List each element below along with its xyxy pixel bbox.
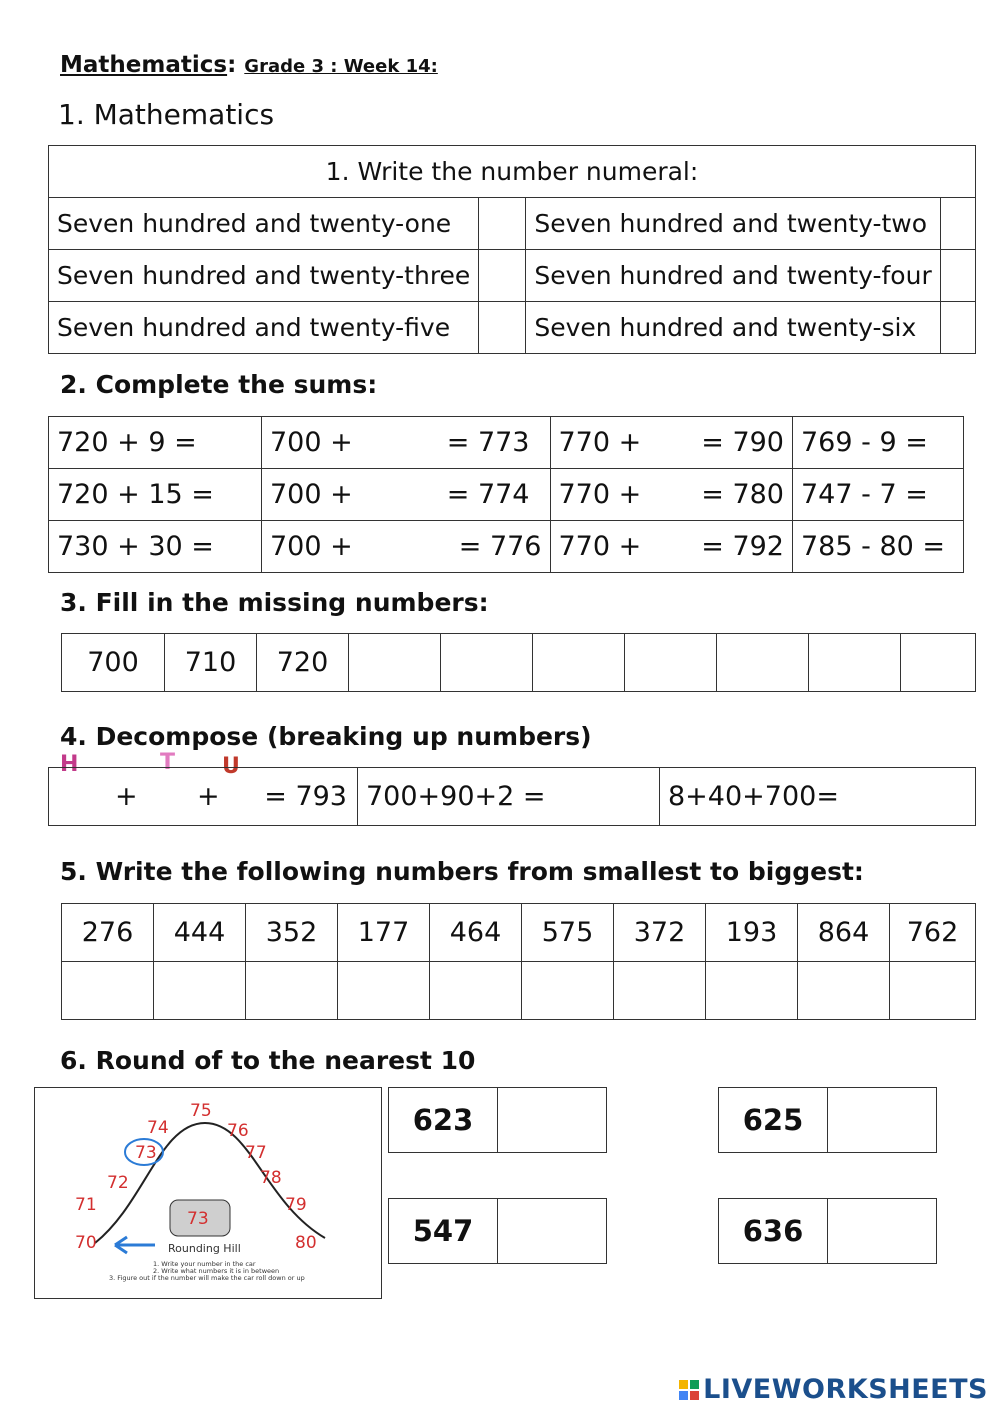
decompose-cell[interactable]: 8+40+700=: [660, 768, 976, 826]
hill-label: 70: [75, 1233, 97, 1253]
sum-cell[interactable]: 720 + 9 =: [49, 417, 262, 469]
sum-cell[interactable]: [262, 469, 551, 521]
sum-row: [49, 417, 964, 469]
ordering-answer-cell[interactable]: [430, 962, 522, 1020]
hill-step: 2. Write what numbers it is in between: [153, 1267, 280, 1275]
round-item: [718, 1087, 937, 1153]
hill-step: 1. Write your number in the car: [153, 1260, 256, 1268]
sum-left: 700 +: [270, 479, 353, 510]
sum-cell[interactable]: [550, 469, 793, 521]
q1-word: Seven hundred and twenty-three: [49, 250, 479, 302]
units-tag: U: [222, 754, 240, 779]
sum-left: 770 +: [558, 427, 642, 458]
round-item: [388, 1087, 607, 1153]
q1-answer-box[interactable]: [479, 302, 526, 354]
q1-answer-box[interactable]: [940, 250, 975, 302]
sum-right: = 792: [701, 531, 784, 562]
ordering-answer-cell[interactable]: [614, 962, 706, 1020]
ordering-number: 464: [430, 904, 522, 962]
q1-answer-box[interactable]: [479, 250, 526, 302]
worksheet-header: [60, 52, 438, 78]
hill-label: 71: [75, 1195, 97, 1215]
q1-word: Seven hundred and twenty-two: [526, 198, 940, 250]
hill-label: 72: [107, 1173, 129, 1193]
sum-right: = 773: [446, 427, 530, 458]
decompose-table: [48, 767, 976, 826]
round-number: 623: [389, 1088, 498, 1152]
hill-caption: Rounding Hill: [168, 1242, 241, 1255]
q1-word: Seven hundred and twenty-six: [526, 302, 940, 354]
sum-left: 770 +: [558, 531, 642, 562]
ordering-answer-cell[interactable]: [154, 962, 246, 1020]
ordering-number: 372: [614, 904, 706, 962]
q3-title: 3. Fill in the missing numbers:: [60, 588, 489, 617]
hill-label: 76: [227, 1121, 249, 1141]
hundreds-tag: H: [60, 752, 79, 777]
grade-week: Grade 3 : Week 14:: [244, 56, 438, 77]
sequence-cell: 720: [257, 634, 349, 692]
hill-label: 73: [135, 1143, 157, 1163]
ordering-number: 864: [798, 904, 890, 962]
plus-sign: +: [115, 781, 138, 812]
sequence-input-cell[interactable]: [441, 634, 533, 692]
sum-row: [49, 469, 964, 521]
q1-word: Seven hundred and twenty-four: [526, 250, 940, 302]
hill-label: 79: [285, 1195, 307, 1215]
sum-cell[interactable]: [550, 521, 793, 573]
sums-table: [48, 416, 964, 573]
sum-cell[interactable]: 747 - 7 =: [793, 469, 964, 521]
round-answer-box[interactable]: [828, 1199, 936, 1263]
section-title: 1. Mathematics: [58, 98, 275, 131]
ordering-answer-row: [62, 962, 976, 1020]
decompose-cell[interactable]: [49, 768, 358, 826]
liveworksheets-logo: [679, 1374, 988, 1405]
decompose-cell[interactable]: 700+90+2 =: [358, 768, 660, 826]
sum-right: = 780: [701, 479, 784, 510]
decompose-result: = 793: [264, 781, 347, 812]
sum-left: 700 +: [270, 427, 353, 458]
numeral-table: [48, 145, 976, 354]
ordering-numbers-row: [62, 904, 976, 962]
sum-right: = 790: [701, 427, 784, 458]
q5-title: 5. Write the following numbers from smallest to biggest:: [60, 857, 864, 886]
q1-answer-box[interactable]: [479, 198, 526, 250]
sum-cell[interactable]: 730 + 30 =: [49, 521, 262, 573]
ordering-table: [61, 903, 976, 1020]
sum-cell[interactable]: 769 - 9 =: [793, 417, 964, 469]
sequence-input-cell[interactable]: [901, 634, 976, 692]
logo-text: LIVEWORKSHEETS: [703, 1374, 988, 1405]
sequence-input-cell[interactable]: [717, 634, 809, 692]
sum-right: = 774: [446, 479, 530, 510]
ordering-answer-cell[interactable]: [522, 962, 614, 1020]
ordering-answer-cell[interactable]: [62, 962, 154, 1020]
ordering-number: 193: [706, 904, 798, 962]
sum-row: [49, 521, 964, 573]
sum-left: 770 +: [558, 479, 642, 510]
ordering-number: 575: [522, 904, 614, 962]
sequence-cell: 710: [165, 634, 257, 692]
ordering-answer-cell[interactable]: [890, 962, 976, 1020]
round-item: [388, 1198, 607, 1264]
sequence-input-cell[interactable]: [625, 634, 717, 692]
subject-title: Mathematics: [60, 52, 228, 78]
sum-left: 700 +: [270, 531, 353, 562]
ordering-number: 276: [62, 904, 154, 962]
round-answer-box[interactable]: [498, 1199, 606, 1263]
ordering-answer-cell[interactable]: [246, 962, 338, 1020]
q1-answer-box[interactable]: [940, 198, 975, 250]
round-number: 636: [719, 1199, 828, 1263]
hill-label: 74: [147, 1118, 169, 1138]
hill-label: 80: [295, 1233, 317, 1253]
ordering-answer-cell[interactable]: [338, 962, 430, 1020]
q2-title: 2. Complete the sums:: [60, 370, 378, 399]
ordering-answer-cell[interactable]: [706, 962, 798, 1020]
ordering-answer-cell[interactable]: [798, 962, 890, 1020]
q1-word: Seven hundred and twenty-five: [49, 302, 479, 354]
hill-label: 78: [260, 1168, 282, 1188]
ordering-number: 444: [154, 904, 246, 962]
arrow-icon: [115, 1237, 155, 1253]
rounding-hill-image: [34, 1087, 382, 1299]
tens-tag: T: [160, 750, 176, 775]
ordering-number: 762: [890, 904, 976, 962]
q1-word: Seven hundred and twenty-one: [49, 198, 479, 250]
round-number: 547: [389, 1199, 498, 1263]
header-separator: :: [227, 52, 237, 78]
q6-title: 6. Round of to the nearest 10: [60, 1046, 476, 1075]
logo-blocks-icon: [679, 1380, 699, 1400]
q1-answer-box[interactable]: [940, 302, 975, 354]
rounding-hill-svg: [35, 1088, 381, 1298]
round-item: [718, 1198, 937, 1264]
ordering-number: 352: [246, 904, 338, 962]
missing-numbers-table: [61, 633, 976, 692]
round-answer-box[interactable]: [828, 1088, 936, 1152]
car-number: 73: [187, 1209, 209, 1229]
plus-sign: +: [197, 781, 220, 812]
hill-label: 75: [190, 1101, 212, 1121]
round-answer-box[interactable]: [498, 1088, 606, 1152]
q1-title: 1. Write the number numeral:: [49, 146, 976, 198]
sequence-input-cell[interactable]: [349, 634, 441, 692]
sequence-cell: 700: [62, 634, 165, 692]
sum-cell[interactable]: 720 + 15 =: [49, 469, 262, 521]
sum-cell[interactable]: [262, 417, 551, 469]
sum-cell[interactable]: 785 - 80 =: [793, 521, 964, 573]
sum-right: = 776: [458, 531, 542, 562]
round-number: 625: [719, 1088, 828, 1152]
sequence-input-cell[interactable]: [533, 634, 625, 692]
ordering-number: 177: [338, 904, 430, 962]
q4-title: 4. Decompose (breaking up numbers): [60, 722, 592, 751]
sequence-input-cell[interactable]: [809, 634, 901, 692]
sum-cell[interactable]: [262, 521, 551, 573]
sum-cell[interactable]: [550, 417, 793, 469]
hill-step: 3. Figure out if the number will make the car roll down or up: [109, 1274, 305, 1282]
hill-label: 77: [245, 1143, 267, 1163]
